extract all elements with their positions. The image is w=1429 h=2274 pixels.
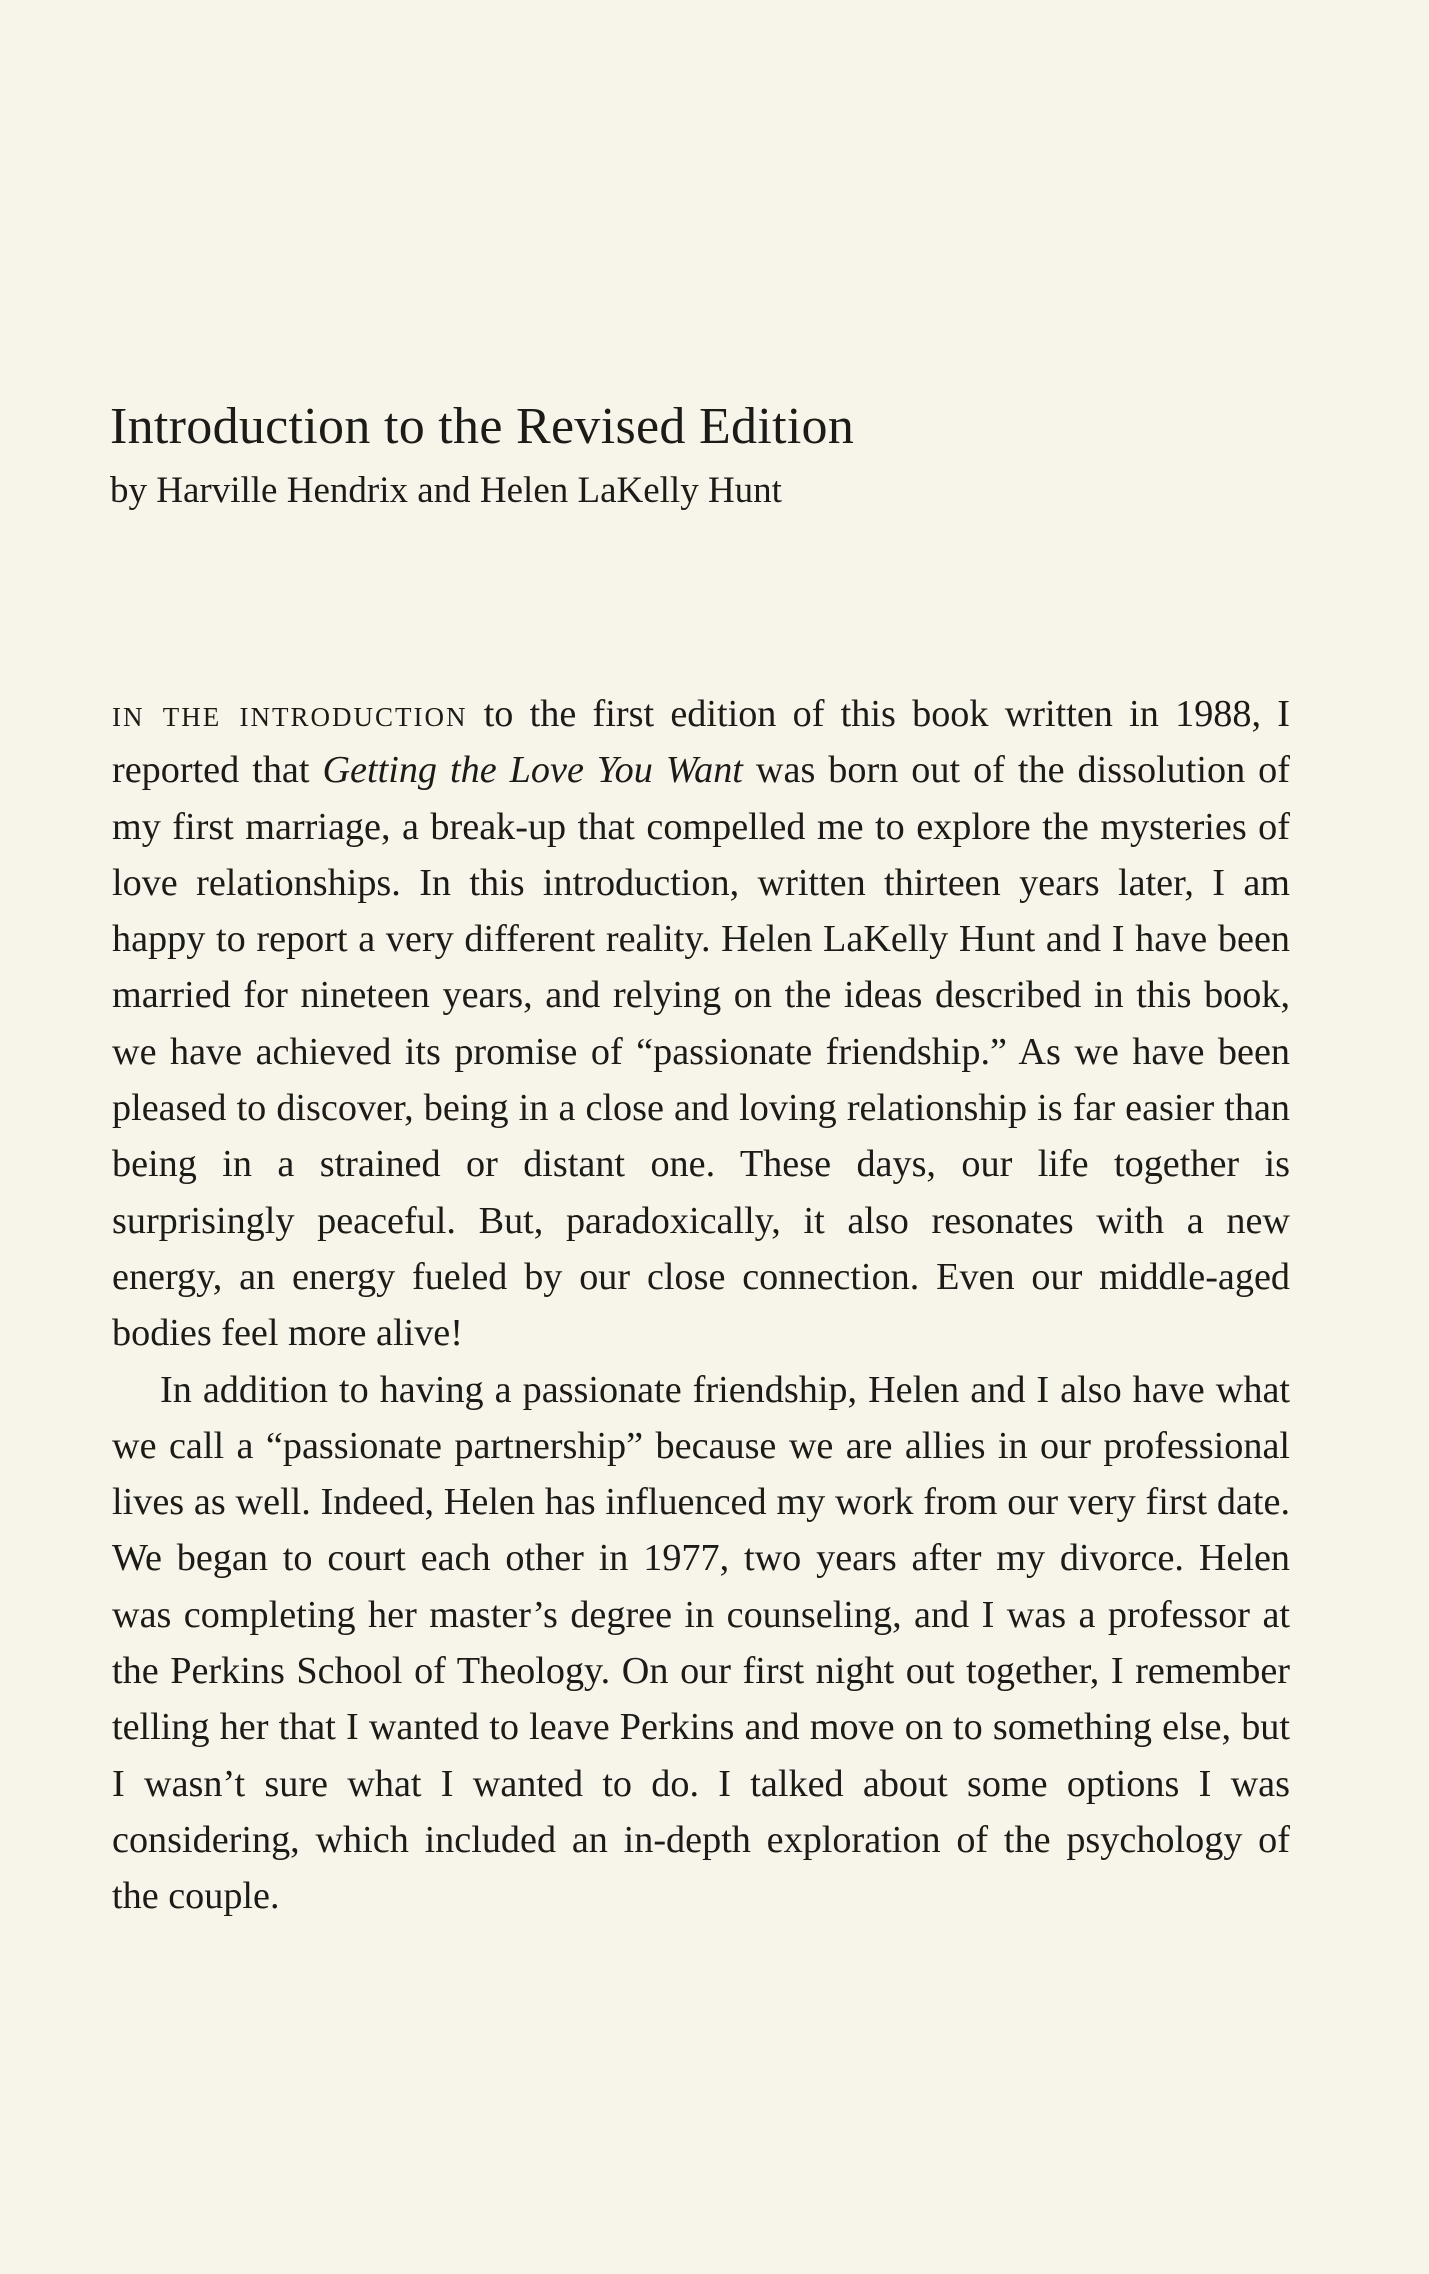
lead-in-small-caps: in the introduction [112, 693, 468, 735]
paragraph-1-text-b: was born out of the dissolution of my first marriage, a break-up that compelled me to explore the mysteries of love relationships. In this introduction, written thirteen years later, I am happy to report a very different reality. Helen LaKelly Hunt and I have been married for nineteen years, and relying on the ideas described in this book, we have achieved its promise of “passionate friendship.” As we have been pleased to discover, being in a close and loving relationship is far easier than being in a strained or distant one. These days, our life together is surprisingly peaceful. But, paradoxically, it also resonates with a new energy, an energy fueled by our close connection. Even our middle-aged bodies feel more alive! [112, 749, 1290, 1355]
chapter-header [110, 395, 1290, 515]
paragraph-1 [112, 686, 1290, 1362]
paragraph-2: In addition to having a passionate friendship, Helen and I also have what we call a “passionate partnership” because we are allies in our professional lives as well. Indeed, Helen has influenced my work from our very first date. We began to court each other in 1977, two years after my divorce. Helen was completing her master’s degree in counseling, and I was a professor at the Perkins School of Theology. On our first night out together, I remember telling her that I wanted to leave Perkins and move on to something else, but I wasn’t sure what I wanted to do. I talked about some options I was considering, which included an in-depth exploration of the psychology of the couple. [112, 1368, 1290, 1918]
body-text [112, 686, 1290, 1925]
chapter-title: Introduction to the Revised Edition [110, 398, 855, 455]
paragraph-1-text-a: to the first edition of this book written in 1988, I reported that [112, 693, 1290, 792]
book-title: Getting the Love You Want [322, 749, 743, 792]
chapter-byline: by Harville Hendrix and Helen LaKelly Hunt [110, 470, 782, 511]
